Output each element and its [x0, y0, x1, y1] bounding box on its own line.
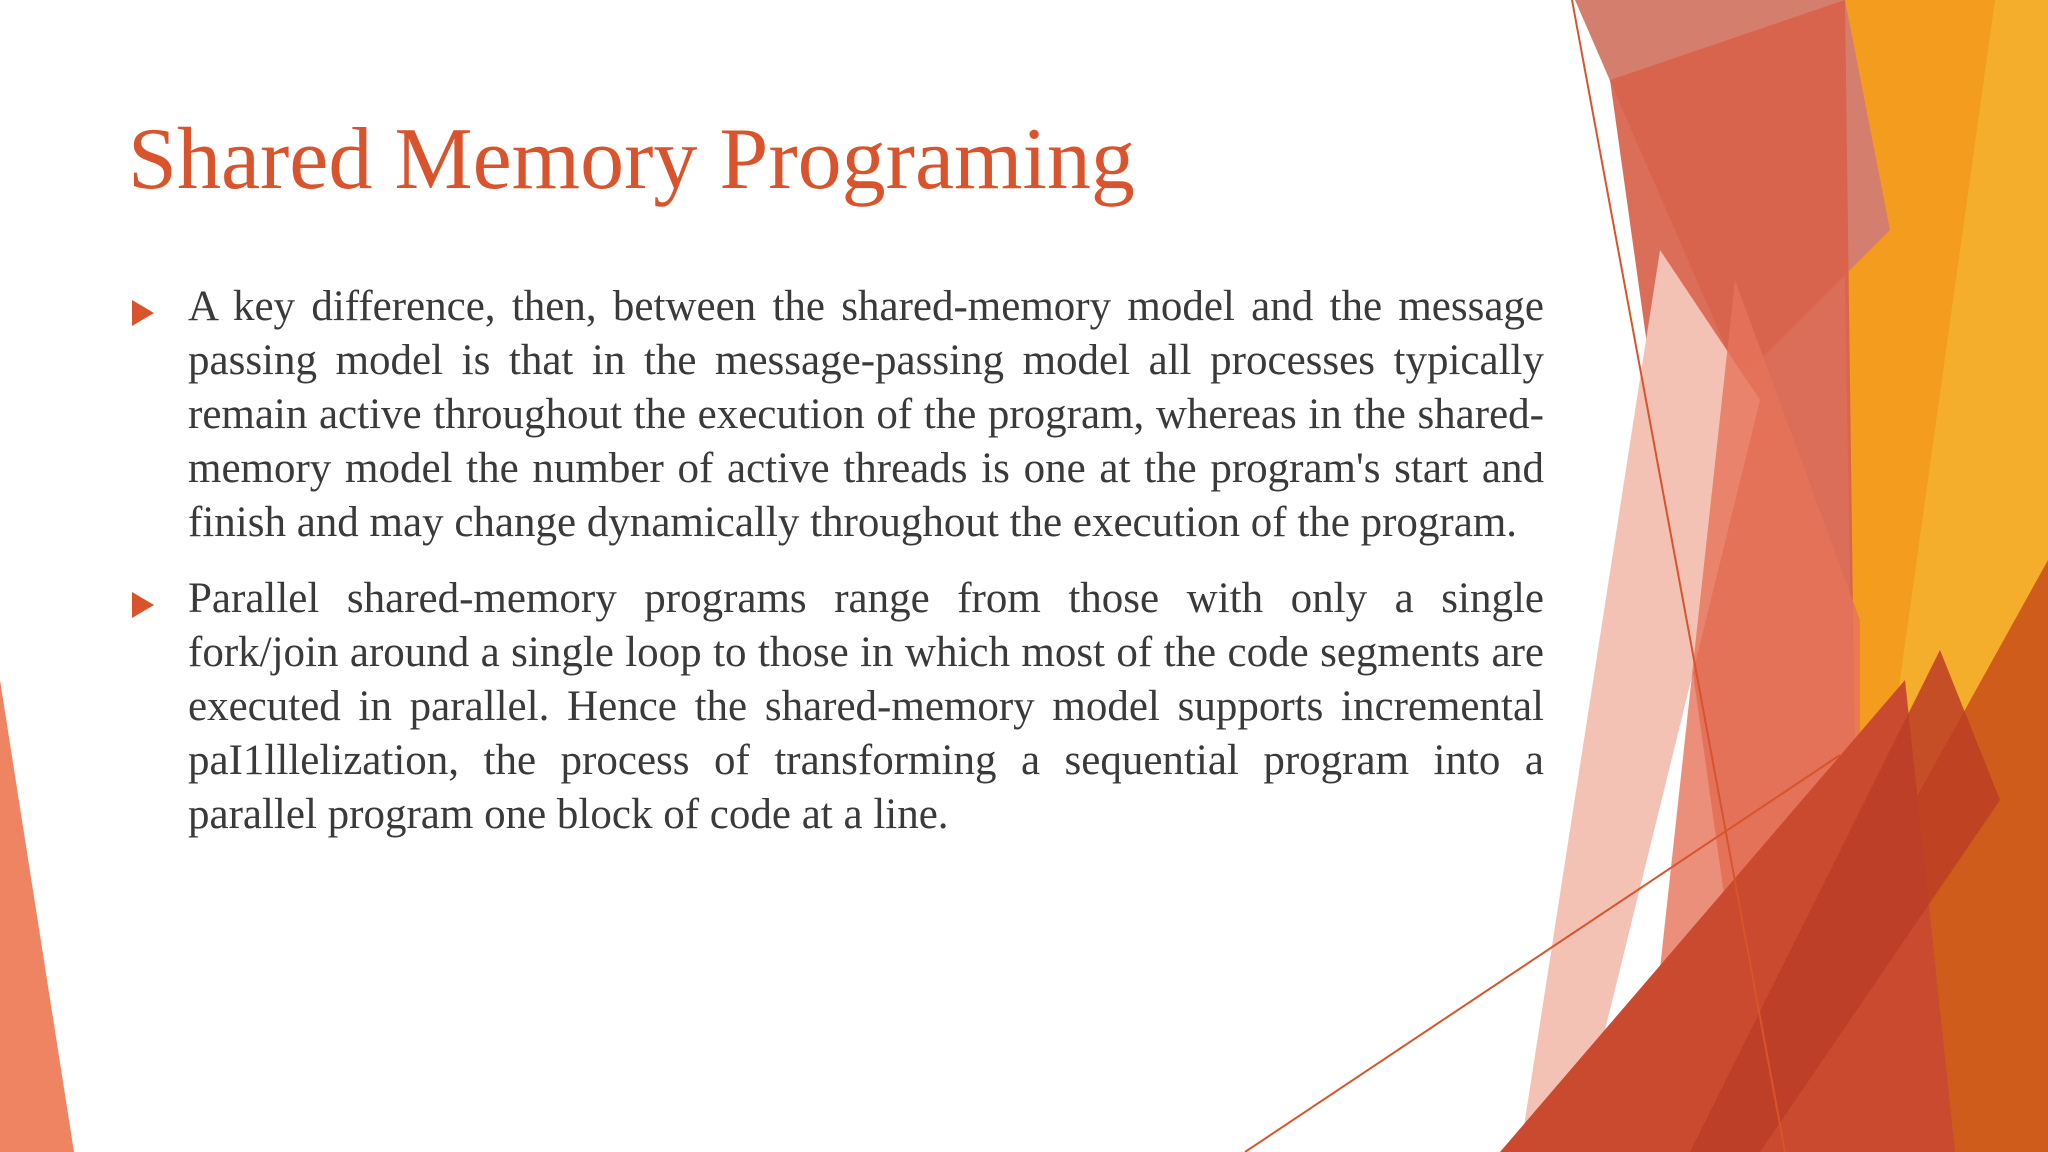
bullet-text: Parallel shared-memory programs range from those with only a single fork/join around a single loop to those in which most of the code segments are executed in parallel. Hence the shared-memory model supports incremental paI1lllelization, the process of transforming a sequential program into a parallel program one block of code at a line. [188, 575, 1544, 838]
bullet-list [128, 280, 1544, 864]
bullet-item [128, 280, 1544, 550]
bullet-arrow-icon [132, 300, 154, 326]
facet-salmon-left [0, 680, 74, 1152]
bullet-arrow-icon [132, 592, 154, 618]
bullet-text: A key difference, then, between the shared-memory model and the message passing model is that in the message-passing model all processes typically remain active throughout the execution of the program, whereas in the shared-memory model the number of active threads is one at the program's start and finish and may change dynamically throughout the execution of the program. [188, 283, 1544, 546]
bullet-item [128, 572, 1544, 842]
slide-title: Shared Memory Programing [128, 111, 1135, 208]
